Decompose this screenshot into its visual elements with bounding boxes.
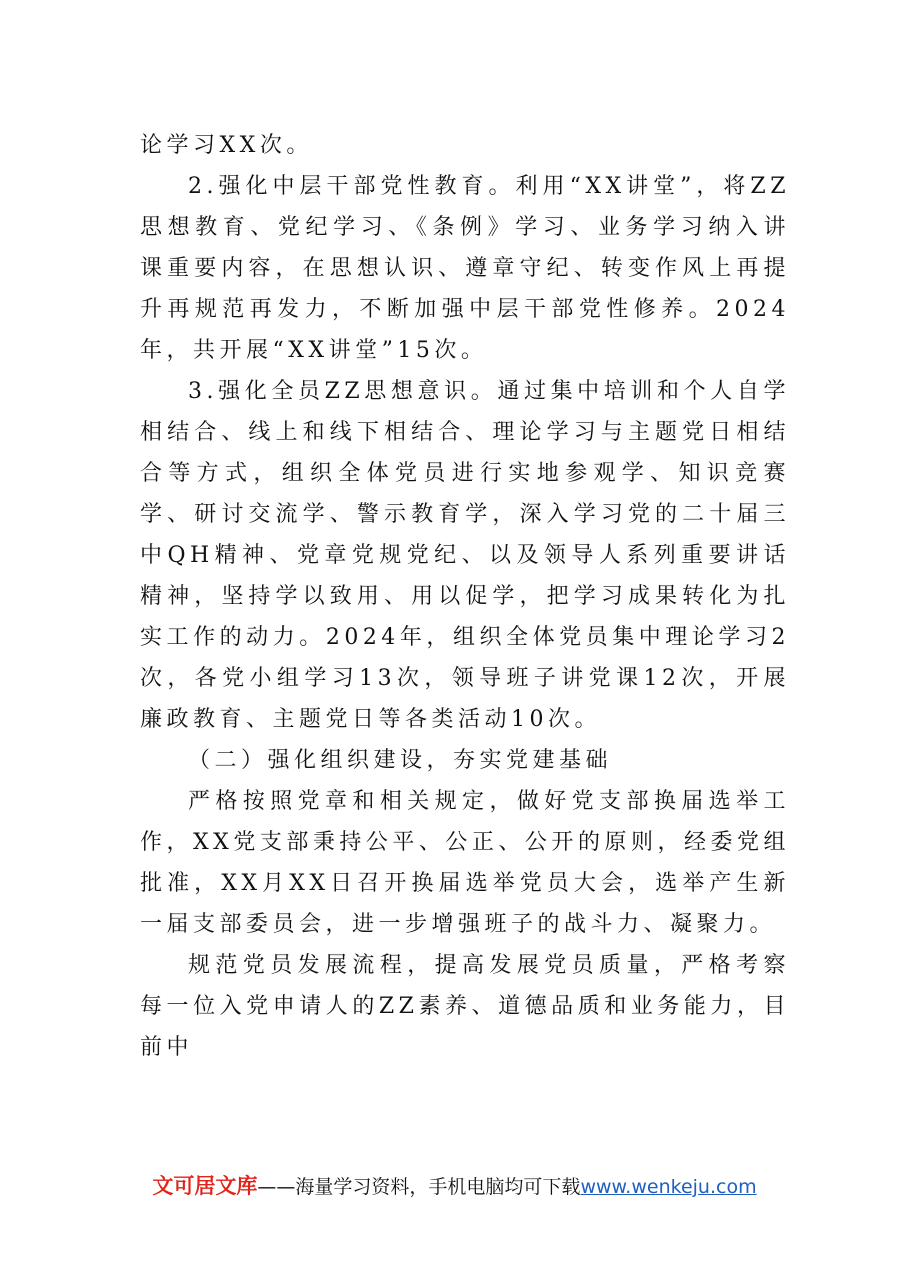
footer-banner [0, 1170, 909, 1200]
paragraph-item-3: 3.强化全员ZZ思想意识。通过集中培训和个人自学相结合、线上和线下相结合、理论学习与主题党日相结合等方式，组织全体党员进行实地参观学、知识竞赛学、研讨交流学、警示教育学，深入学习党的二十届三中QH精神、党章党规党纪、以及领导人系列重要讲话精神，坚持学以致用、用以促学，把学习成果转化为扎实工作的动力。2024年，组织全体党员集中理论学习2次，各党小组学习13次，领导班子讲党课12次，开展廉政教育、主题党日等各类活动10次。 [140, 379, 790, 732]
footer-link[interactable]: www.wenkeju.com [580, 1176, 757, 1198]
paragraph-election: 严格按照党章和相关规定，做好党支部换届选举工作，XX党支部秉持公平、公正、公开的原则，经委党组批准，XX月XX日召开换届选举党员大会，选举产生新一届支部委员会，进一步增强班子的战斗力、凝聚力。 [140, 789, 790, 937]
paragraph-item-2: 2.强化中层干部党性教育。利用“XX讲堂”，将ZZ思想教育、党纪学习、《条例》学习、业务学习纳入讲课重要内容，在思想认识、遵章守纪、转变作风上再提升再规范再发力，不断加强中层干部党性修养。2024年，共开展“XX讲堂”15次。 [140, 174, 790, 363]
document-body [140, 125, 790, 1068]
footer-brand: 文可居文库 [152, 1174, 258, 1198]
footer-slogan: ——海量学习资料，手机电脑均可下载 [257, 1176, 581, 1198]
paragraph-continuation: 论学习XX次。 [140, 133, 313, 158]
paragraph-membership: 规范党员发展流程，提高发展党员质量，严格考察每一位入党申请人的ZZ素养、道德品质和业务能力，目前中 [140, 953, 790, 1060]
section-heading: （二）强化组织建设，夯实党建基础 [188, 748, 613, 773]
